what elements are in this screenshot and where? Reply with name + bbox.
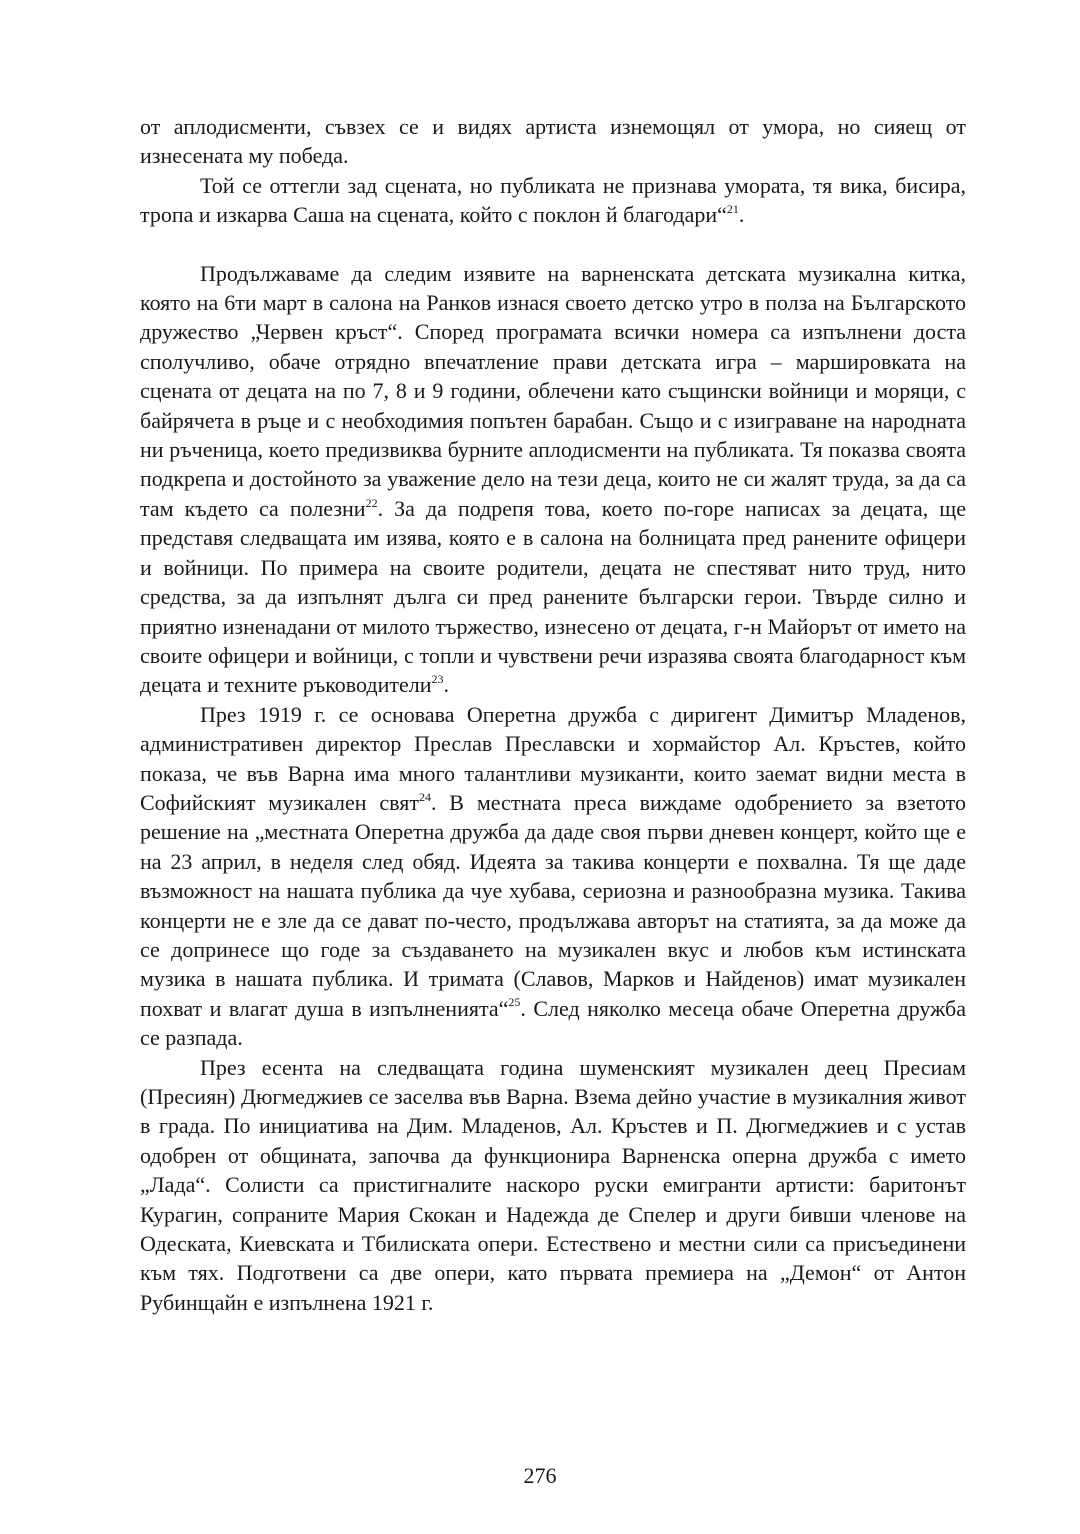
page-number: 276: [523, 1463, 557, 1488]
paragraph-text: . За да подрепя това, което по-горе написах за децата, ще представя следващата им изява, която е в салона на болницата пред ранените офицери и войници. По примера на своите родители, децата не спестяват нито труд, нито средства, за да изпълнят дълга си пред ранените български герои. Твърде силно и приятно изненадани от милото тържество, изнесено от децата, г-н Майорът от името на своите офицери и войници, с топли и чувствени речи изразява своята благодарност към децата и техните ръководители: [140, 495, 966, 698]
page-body: [140, 112, 966, 1317]
paragraph-text: Продължаваме да следим изявите на варненската детската музикална китка, която на 6ти март в салона на Ранков изнася своето детско утро в полза на Българското дружество „Червен кръст“. Според програмата всички номера са изпълнени доста сполучливо, обаче отрядно впечатление прави детската игра – маршировката на сцената от децата на по 7, 8 и 9 години, облечени като същински войници и моряци, с байрячета в ръце и с необходимия попътен барабан. Също и с изиграване на народната ни ръченица, което предизвиква бурните аплодисменти на публиката. Тя показва своята подкрепа и достойното за уважение дело на тези деца, които не си жалят труда, за да са там където са полезни: [140, 260, 966, 521]
paragraph-opera-lada: През есента на следващата година шуменският музикален деец Пресиам (Пресиян) Дюгмеджиев се заселва във Варна. Взема дейно участие в музикалния живот в града. По инициатива на Дим. Младенов, Ал. Кръстев и П. Дюгмеджиев и с устав одобрен от общината, започва да функционира Варненска оперна дружба с името „Лада“. Солисти са пристигналите наскоро руски емигранти артисти: баритонът Курагин, сопраните Мария Скокан и Надежда де Спелер и други бивши членове на Одеската, Киевската и Тбилиската опери. Естествено и местни сили са присъединени към тях. Подготвени са две опери, като първата премиера на „Демон“ от Антон Рубинщайн е изпълнена 1921 г.: [140, 1054, 966, 1315]
paragraph-childrens-troupe: [140, 259, 966, 700]
footnote-ref-25[interactable]: 25: [508, 995, 521, 1010]
footnote-ref-24[interactable]: 24: [418, 789, 431, 804]
paragraph-continuation: от аплодисменти, съвзех се и видях артиста изнемощял от умора, но сияещ от изнесената му победа.: [140, 114, 966, 169]
paragraph-quote-end: [140, 171, 966, 230]
footnote-ref-23[interactable]: 23: [431, 671, 444, 686]
paragraph-text: През 1919 г. се основава Оперетна дружба с диригент Димитър Младенов, административен директор Преслав Преславски и хормайстор Ал. Кръстев, който показа, че във Варна има много талантливи музиканти, които заемат видни места в Софийският музикален свят: [140, 701, 966, 815]
paragraph-text: . В местната преса виждаме одобрението за взетото решение на „местната Оперетна дружба да даде своя първи дневен концерт, който ще е на 23 април, в неделя след обяд. Идеята за такива концерти е похвална. Тя ще даде възможност на нашата публика да чуе хубава, сериозна и разнообразна музика. Такива концерти не е зле да се дават по-често, продължава авторът на статията, за да може да се допринесе що годе за създаването на музикален вкус и любов към истинската музика в нашата публика. И тримата (Славов, Марков и Найденов) имат музикален похват и влагат душа в изпълненията“: [140, 789, 966, 1021]
paragraph-tail: . След няколко месеца обаче Оперетна дружба се разпада.: [140, 995, 966, 1051]
paragraph-text: Той се оттегли зад сцената, но публиката не признава умората, тя вика, бисира, тропа и изкарва Саша на сцената, който с поклон й благодари“: [140, 172, 966, 228]
paragraph-operetta-society: [140, 700, 966, 1053]
footnote-ref-22[interactable]: 22: [365, 495, 378, 510]
paragraph-tail: .: [738, 202, 745, 228]
footnote-ref-21[interactable]: 21: [726, 201, 739, 216]
paragraph-tail: .: [443, 672, 450, 698]
